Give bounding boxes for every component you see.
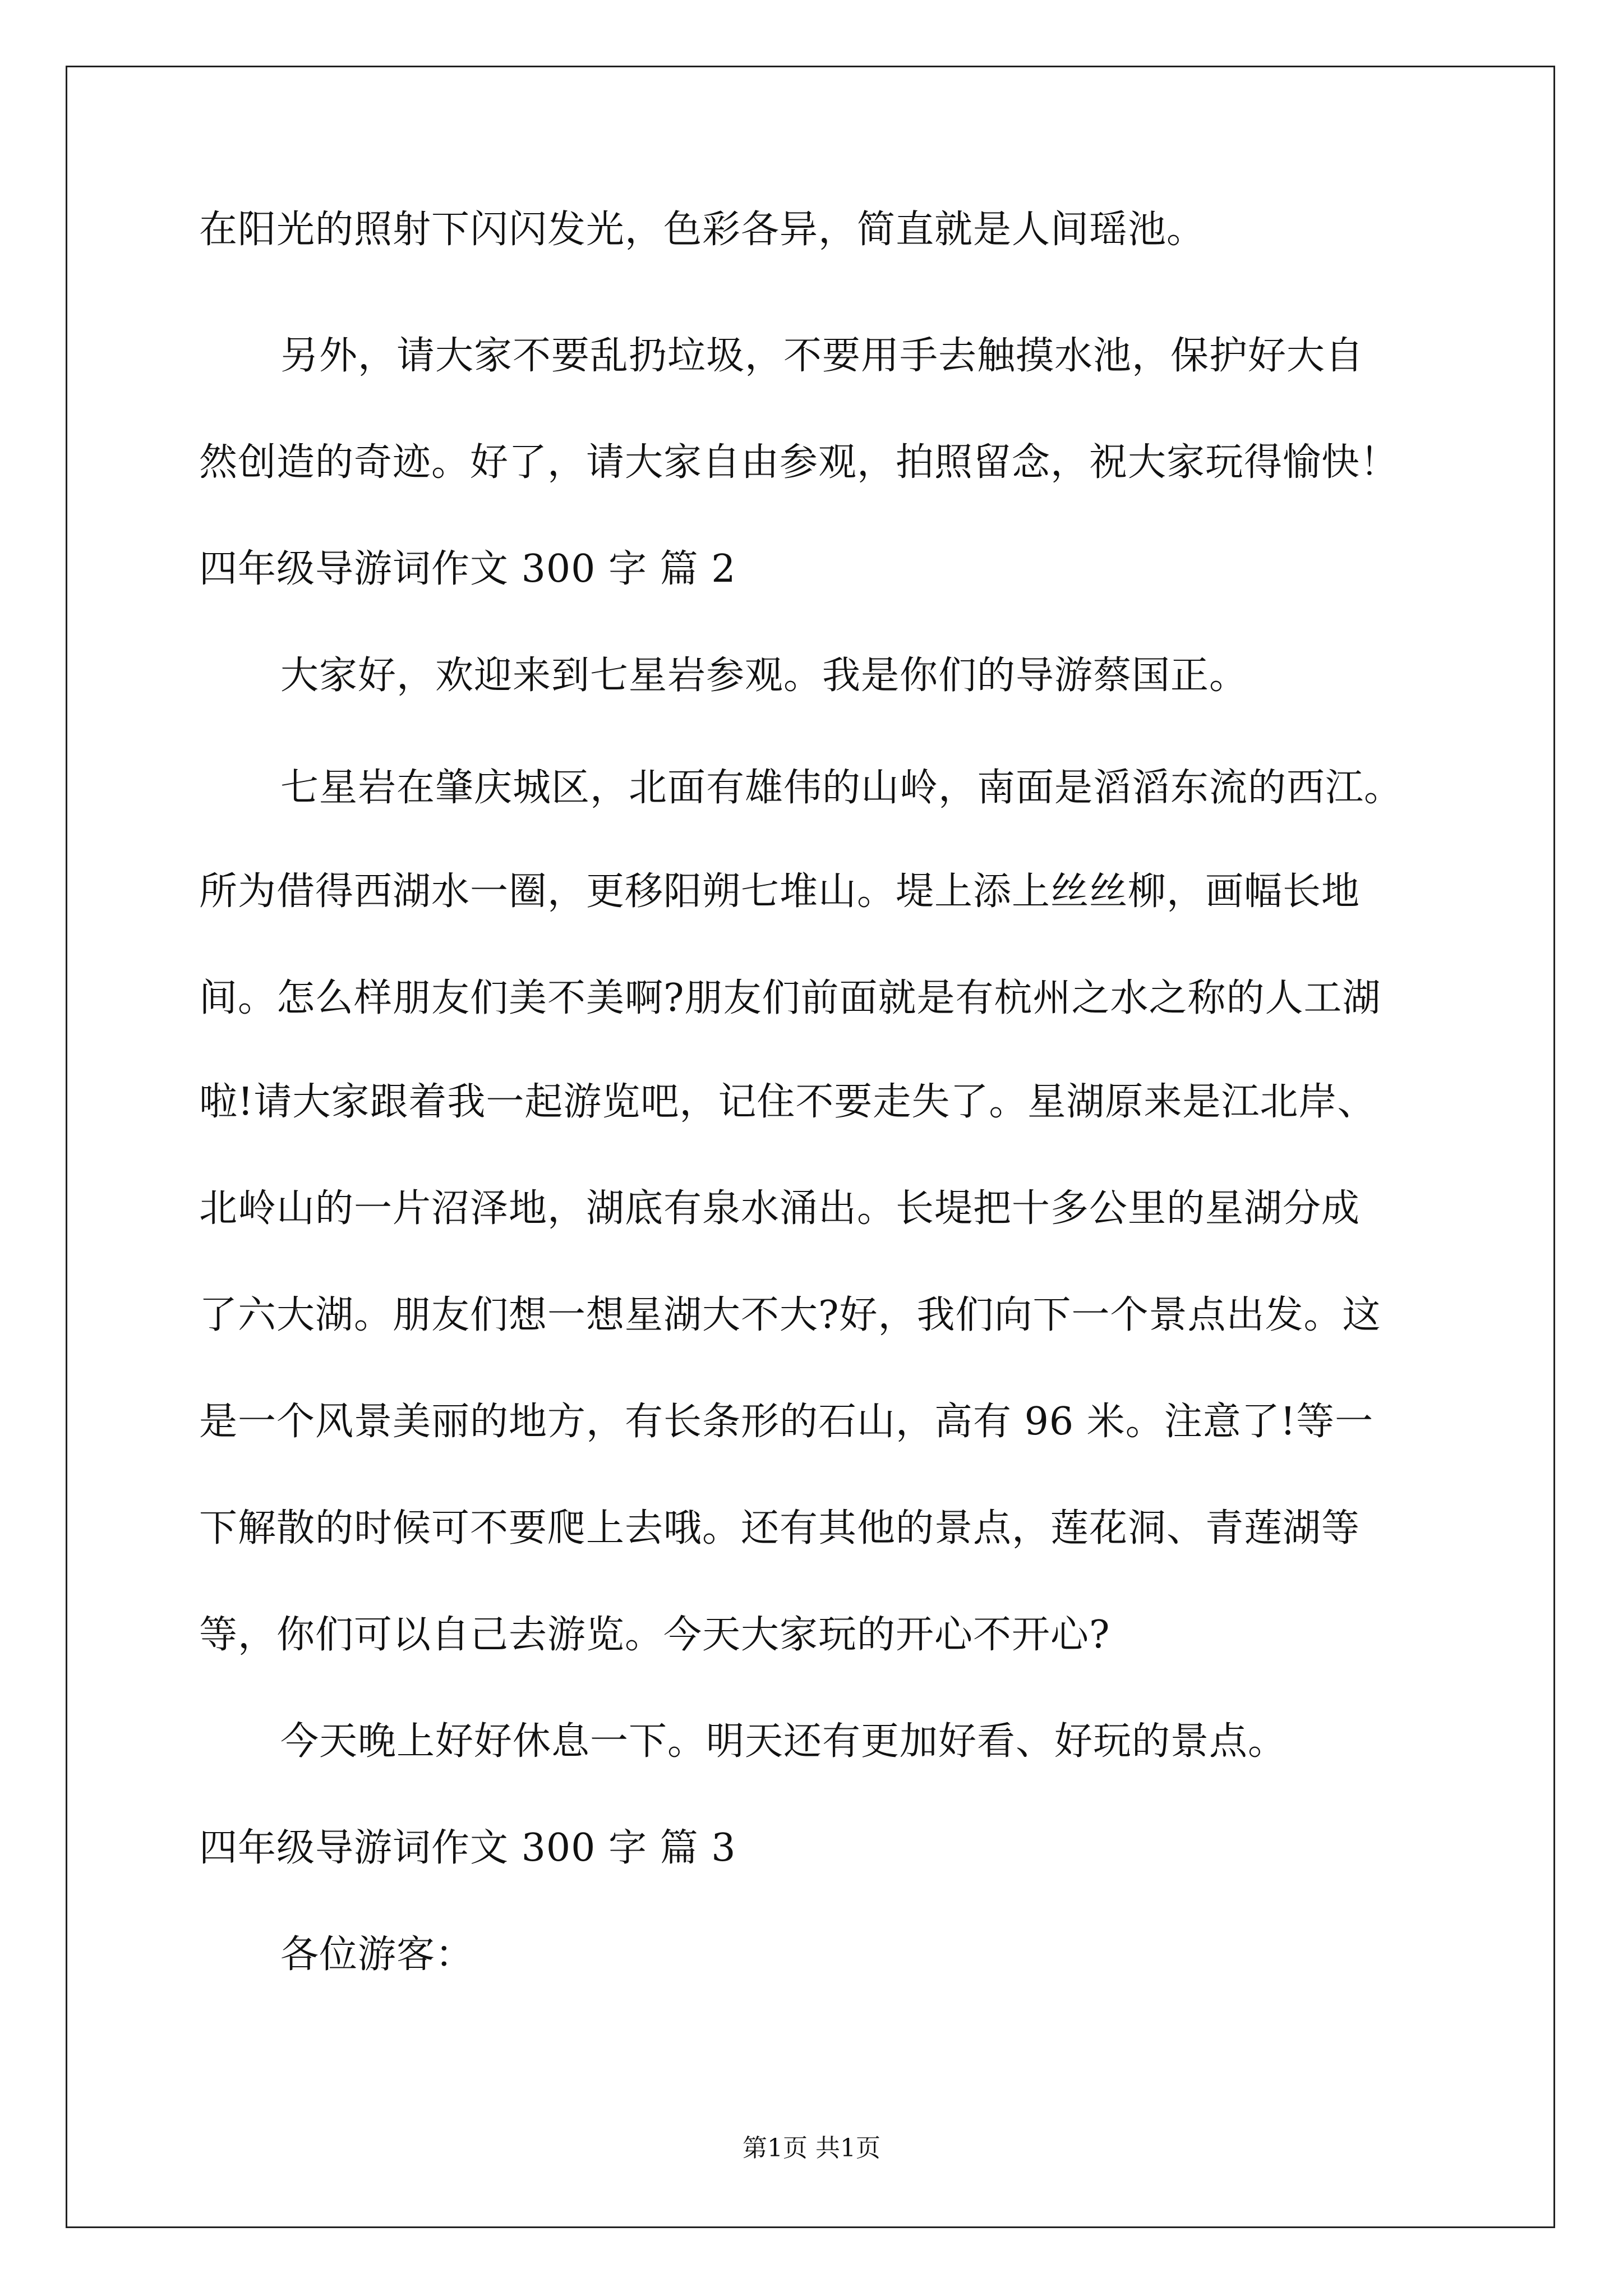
body-line: 北岭山的一片沼泽地，湖底有泉水涌出。长堤把十多公里的星湖分成 [199, 1186, 1361, 1231]
paragraph-line: 另外，请大家不要乱扔垃圾，不要用手去触摸水池，保护好大自 [280, 334, 1364, 378]
body-line: 在阳光的照射下闪闪发光，色彩各异，简直就是人间瑶池。 [199, 208, 1206, 252]
body-line: 了六大湖。朋友们想一想星湖大不大?好，我们向下一个景点出发。这 [199, 1293, 1381, 1337]
section-heading: 四年级导游词作文 300 字 篇 2 [199, 547, 736, 591]
body-line: 间。怎么样朋友们美不美啊?朋友们前面就是有杭州之水之称的人工湖 [199, 976, 1381, 1020]
body-line: 是一个风景美丽的地方，有长条形的石山，高有 96 米。注意了!等一 [199, 1400, 1374, 1444]
paragraph-line: 七星岩在肇庆城区，北面有雄伟的山岭，南面是滔滔东流的西江。 [280, 766, 1403, 810]
body-line: 啦!请大家跟着我一起游览吧，记住不要走失了。星湖原来是江北岸、 [199, 1080, 1376, 1124]
body-line: 所为借得西湖水一圈，更移阳朔七堆山。堤上添上丝丝柳，画幅长地 [199, 869, 1361, 914]
page-number-footer: 第1页 共1页 [743, 2134, 880, 2162]
body-line: 等，你们可以自己去游览。今天大家玩的开心不开心? [199, 1613, 1110, 1657]
section-heading: 四年级导游词作文 300 字 篇 3 [199, 1826, 736, 1870]
paragraph-line: 大家好，欢迎来到七星岩参观。我是你们的导游蔡国正。 [280, 654, 1248, 698]
page-border [66, 66, 1555, 2228]
body-line: 下解散的时候可不要爬上去哦。还有其他的景点，莲花洞、青莲湖等 [199, 1506, 1361, 1550]
body-line: 然创造的奇迹。好了，请大家自由参观，拍照留念，祝大家玩得愉快！ [199, 440, 1399, 485]
paragraph-line: 今天晚上好好休息一下。明天还有更加好看、好玩的景点。 [280, 1719, 1287, 1764]
paragraph-line: 各位游客： [280, 1932, 474, 1977]
